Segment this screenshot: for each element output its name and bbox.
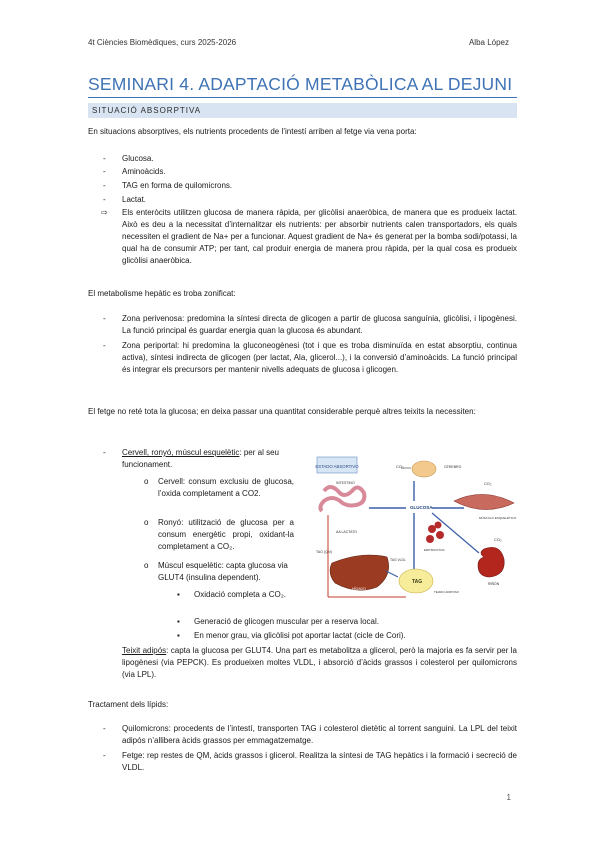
list-dash: -	[103, 181, 106, 190]
list-item: Quilomicrons: procedents de l’intestí, transporten TAG i colesterol dietètic al torrent sanguini. La LPL del teixit adipós n’allibera àcids grassos per emmagatzematge.	[122, 724, 517, 745]
list-dash: -	[103, 448, 106, 457]
list-item: TAG en forma de quilomicrons.	[122, 181, 233, 190]
list-dash: -	[103, 195, 106, 204]
sub-bullet: o	[144, 561, 149, 570]
square-bullet: ▪	[177, 590, 180, 599]
erythrocyte-shape	[435, 522, 442, 529]
muscle-point: Oxidació completa a CO₂.	[194, 590, 287, 599]
kidney-label: RIÑÓN	[488, 582, 500, 586]
list-item: Zona perivenosa: predomina la síntesi directa de glicogen a partir de glucosa sanguínia, glicòlisi, i lipogènesi. La funció principal és guardar energia quan la glucosa és abundant.	[122, 314, 517, 335]
title-rule	[88, 97, 517, 98]
sub-bullet: o	[144, 518, 149, 527]
tagqm-label: TAG (QM)	[316, 550, 332, 554]
erythrocytes-label: ERITROCITOS	[424, 548, 445, 552]
liver-shape	[330, 555, 389, 590]
list-item: Lactat.	[122, 195, 147, 204]
muscle-point: Generació de glicogen muscular per a reserva local.	[194, 617, 379, 626]
figure-title: ESTADO ABSORTIVO	[315, 464, 359, 469]
tissues-item	[122, 447, 300, 471]
arrow-note: Els enteròcits utilitzen glucosa de manera ràpida, per glicòlisi anaeròbica, de manera que es produeix lactat. Això es deu a la necessitat d’internalitzar els nutrients: per absorbir nutrients calen transportadors, els quals necessiten el gradient de Na+ per a funcionar. Aquest gradient de Na+ és generat per la bomba sodi/potassi, la qual ha de consumir ATP; per tant, cal produir energia de manera prou ràpida, per la qual cosa es produeix glicòlisi anaeròbica.	[122, 208, 517, 265]
erythrocyte-shape	[426, 535, 434, 543]
muscle-label: MÚSCULO ESQUELÉTICO	[479, 516, 517, 520]
list-dash: -	[103, 724, 106, 733]
sub-item: Cervell: consum exclusiu de glucosa, l’oxida completament a CO2.	[158, 477, 294, 498]
list-dash: -	[103, 751, 106, 760]
glucose-label: GLUCOSA	[410, 505, 433, 510]
brain-label: CEREBRO	[444, 465, 462, 469]
brain-shape	[412, 461, 436, 477]
square-bullet: ▪	[177, 617, 180, 626]
adipose-label: Teixit adipós	[122, 646, 167, 655]
intro-paragraph: En situacions absorptives, els nutrients procedents de l’intestí arriben al fetge via vena porta:	[88, 127, 417, 136]
co2-label-kidney: CO₂	[494, 537, 502, 542]
metabolism-diagram	[314, 453, 519, 601]
co2-label-muscle: CO₂	[484, 481, 492, 486]
list-dash: -	[103, 341, 106, 350]
adipose-label: TEJIDO ADIPOSO	[434, 590, 460, 594]
absorptive-state-figure	[314, 453, 519, 601]
tissues-label-rest: : per al seu funcionament.	[122, 448, 279, 469]
page-number: 1	[506, 793, 511, 802]
sub-item: Ronyó: utilització de glucosa per a consum energètic propi, oxidant-la completament a CO₂.	[158, 518, 294, 551]
kidney-shape	[478, 547, 504, 577]
muscle-point: En menor grau, via glicòlisi pot aportar lactat (cicle de Cori).	[194, 631, 406, 640]
page-title: SEMINARI 4. ADAPTACIÓ METABÒLICA AL DEJUNI	[88, 74, 513, 94]
page-header	[88, 38, 509, 47]
sub-bullet: o	[144, 477, 149, 486]
list-item: Aminoàcids.	[122, 167, 166, 176]
list-dash: -	[103, 167, 106, 176]
header-course: 4t Ciències Biomèdiques, curs 2025-2026	[88, 38, 237, 47]
arrow-bullet-icon: ⇨	[101, 208, 108, 217]
tissues-label: Cervell, ronyó, múscul esquelètic	[122, 448, 240, 457]
co2-label-brain: CO₂	[396, 464, 404, 469]
tag-label: TAG	[412, 579, 423, 585]
erythrocyte-shape	[436, 531, 444, 539]
liver-release-paragraph: El fetge no reté tota la glucosa; en deixa passar una quantitat considerable perquè altres teixits la necessiten:	[88, 407, 476, 416]
list-item: Zona periportal: hi predomina la gluconeogènesi (tot i que es troba disminuïda en estat absorptiu, continua activa), síntesi indirecta de glicogen (per lactat, Ala, glicerol...), i la conversió d’aminoàcids. La funció principal és integrar els precursors per mantenir nivells adequats de glucosa i glicogen.	[122, 341, 517, 374]
lipids-intro: Tractament dels lípids:	[88, 700, 169, 709]
header-author: Alba López	[468, 38, 509, 47]
list-item: Fetge: rep restes de QM, àcids grassos i glicerol. Realitza la síntesi de TAG hepàtics i la formació i secreció de VLDL.	[122, 751, 517, 772]
vldl-label: TAG VLDL	[390, 558, 406, 562]
section-heading	[88, 103, 517, 118]
zonation-intro: El metabolisme hepàtic es troba zonificat:	[88, 289, 236, 298]
section-heading-text: SITUACIÓ ABSORPTIVA	[92, 106, 202, 115]
adipose-text: : capta la glucosa per GLUT4. Una part es metabolitza a glicerol, però la majoria es fa servir per la lipogènesi (via PEPCK). Es produeixen moltes VLDL, i absorció d’àcids grassos i colesterol per quilomicrons (via LPL).	[122, 646, 517, 679]
sub-item: Múscul esquelètic: capta glucosa via GLUT4 (insulina dependent).	[158, 561, 288, 582]
intestine-label: INTESTINO	[336, 481, 355, 485]
list-item: Glucosa.	[122, 154, 154, 163]
liver-label: HÍGADO	[352, 587, 366, 591]
adipose-paragraph	[122, 645, 517, 681]
list-dash: -	[103, 314, 106, 323]
square-bullet: ▪	[177, 631, 180, 640]
lactate-label: AA LACTATO	[336, 530, 358, 534]
list-dash: -	[103, 154, 106, 163]
